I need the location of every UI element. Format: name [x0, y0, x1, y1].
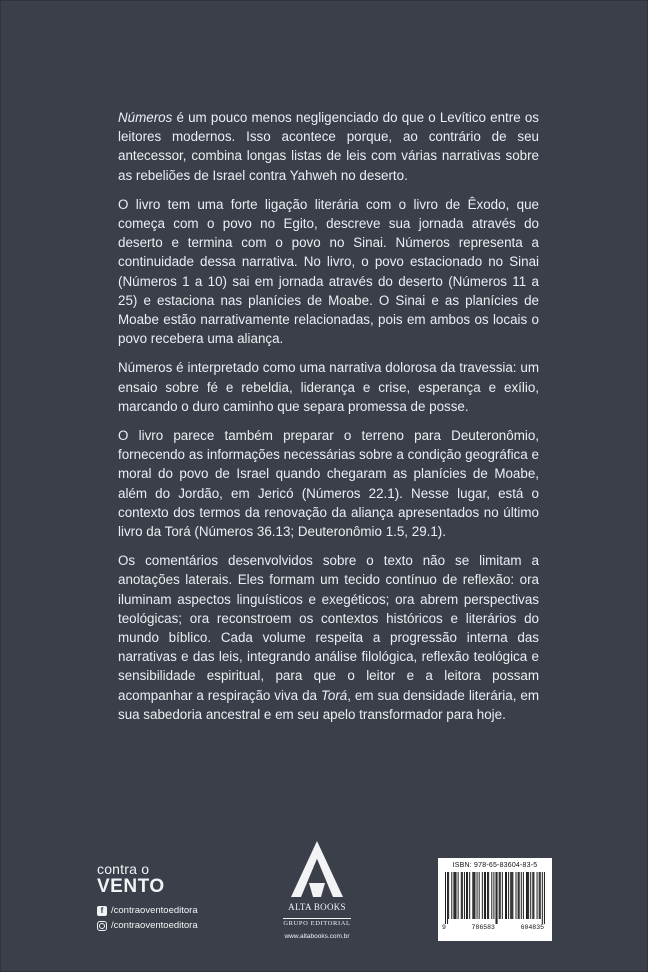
facebook-icon: f	[97, 906, 107, 916]
paragraph-3: Números é interpretado como uma narrativa dolorosa da travessia: um ensaio sobre fé e rebeldia, liderança e crise, esperança e exílio, marcando o duro caminho que separa promessa de posse.	[118, 360, 539, 414]
paragraph-2: O livro tem uma forte ligação literária com o livro de Êxodo, que começa com o povo no Egito, descreve sua jornada através do deserto e termina com o povo no Sinai. Números representa a continuidade dessa narrativa. No livro, o povo estacionado no Sinai (Números 1 a 10) sai em jornada através do deserto (Números 11 a 25) e estaciona nas planícies de Moabe. O Sinai e as planícies de Moabe estão narrativamente relacionadas, pois em ambos os locais o povo recebera uma aliança.	[118, 196, 539, 347]
imprint-name-line2: VENTO	[97, 876, 165, 897]
paragraph-5-text-start: Os comentários desenvolvidos sobre o texto não se limitam a anotações laterais. Eles formam um tecido contínuo de reflexão: ora iluminam aspectos linguísticos e exegéticos; ora abrem perspectivas teológicas; ora reconstroem os contextos históricos e literários do mundo bíblico. Cada volume respeita a progressão interna das narrativas e das leis, integrando análise filológica, reflexão teológica e sensibilidade espiritual, para que o leitor e a leitora possam acompanhar a respiração viva da	[118, 553, 539, 703]
paragraph-5	[118, 551, 539, 724]
alta-books-mountain-icon	[287, 839, 347, 899]
publisher-logo	[269, 839, 365, 942]
synopsis-text	[118, 108, 539, 724]
publisher-name: ALTA BOOKS	[288, 902, 346, 912]
instagram-icon	[97, 921, 107, 931]
paragraph-1	[118, 108, 539, 185]
book-title-italic: Números	[118, 110, 173, 125]
facebook-handle-text: /contraoventoeditora	[111, 905, 198, 916]
tora-italic: Torá	[320, 687, 348, 703]
isbn-barcode-box	[438, 858, 552, 941]
paragraph-4: O livro parece também preparar o terreno para Deuteronômio, fornecendo as informações necessárias sobre a condição geográfica e moral do povo de Israel quando chegaram as planícies de Moabe, além do Jordão, em Jericó (Números 22.1). Nesse lugar, está o contexto dos termos da renovação da aliança apresentados no último livro da Torá (Números 36.13; Deuteronômio 1.5, 29.1).	[118, 428, 539, 540]
isbn-label: ISBN: 978-65-83604-83-5	[452, 862, 538, 869]
barcode-digits-left: 786583	[471, 924, 495, 931]
instagram-handle[interactable]	[97, 920, 198, 932]
paragraph-1-text: é um pouco menos negligenciado do que o Levítico entre os leitores modernos. Isso acontece porque, ao contrário de seu antecessor, combina longas listas de leis com várias narrativas sobre as rebeliões de Israel contra Yahweh no deserto.	[118, 110, 539, 183]
instagram-handle-text: /contraoventoeditora	[111, 920, 198, 931]
barcode-digits	[438, 924, 552, 932]
imprint-logo	[97, 861, 198, 932]
publisher-subtitle: GRUPO EDITORIAL	[283, 920, 351, 927]
imprint-name-line1: contra o	[97, 861, 150, 877]
barcode-digits-right: 604835	[520, 924, 544, 931]
paragraph-5-text-end: , em sua densidade literária, em sua sabedoria ancestral e em seu apelo transformador para hoje.	[118, 687, 540, 722]
barcode-icon	[445, 872, 545, 924]
publisher-url[interactable]: www.altabooks.com.br	[284, 933, 350, 940]
barcode-digit-first: 9	[442, 924, 446, 931]
facebook-handle[interactable]	[97, 905, 198, 917]
